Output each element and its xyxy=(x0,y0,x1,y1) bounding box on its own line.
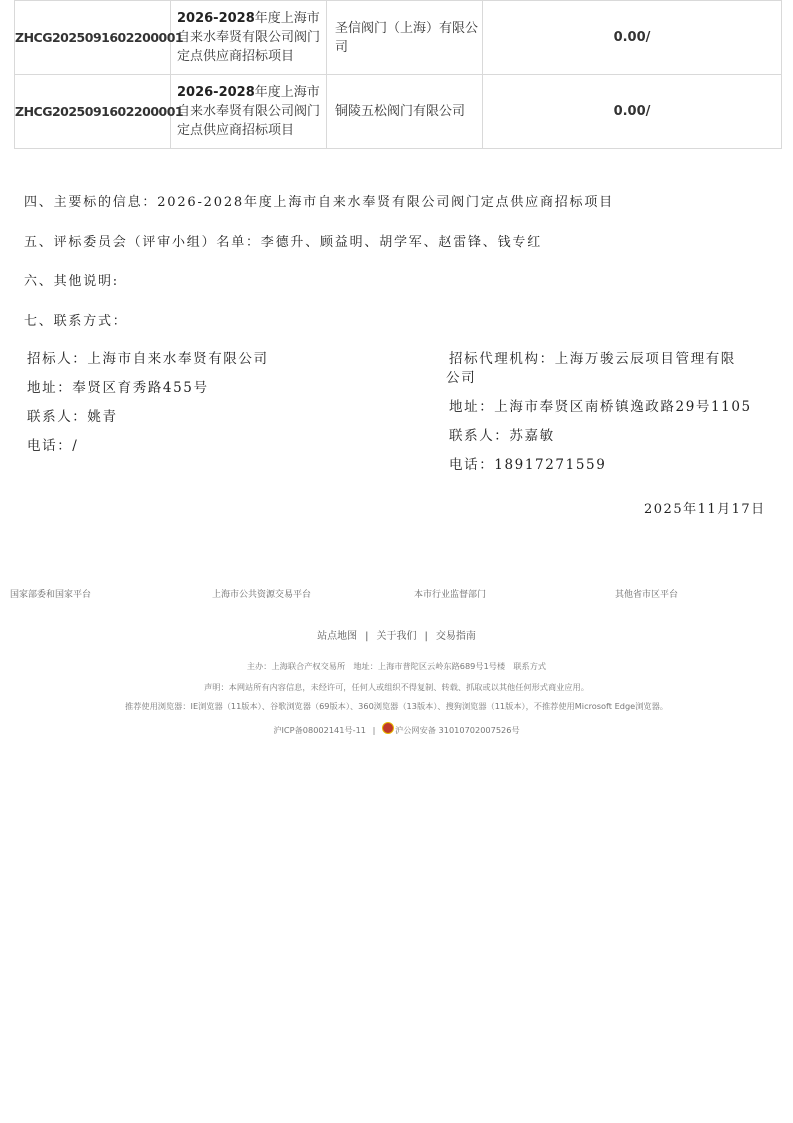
footer-links xyxy=(0,587,793,601)
table-row xyxy=(15,75,782,149)
agency-address: 地址：上海市奉贤区南桥镇逸政路29号1105 xyxy=(449,399,752,415)
police-number[interactable]: 沪公网安备 31010702007526号 xyxy=(395,725,520,735)
project-name xyxy=(171,1,327,75)
tenderer-contact xyxy=(27,347,269,463)
project-years: 2026-2028 xyxy=(177,11,255,26)
bid-amount: 0.00/ xyxy=(483,1,782,75)
agency-name: 招标代理机构：上海万骏云辰项目管理有限 xyxy=(449,351,736,367)
project-name xyxy=(171,75,327,149)
section-main-subject: 四、主要标的信息：2026-2028年度上海市自来水奉贤有限公司阀门定点供应商招标项目 xyxy=(24,195,614,210)
agency-phone: 电话：18917271559 xyxy=(449,457,607,473)
nav-about[interactable]: 关于我们 xyxy=(376,631,417,642)
agency-person: 联系人：苏嘉敏 xyxy=(449,428,555,444)
tenderer-phone: 电话：/ xyxy=(27,438,79,454)
project-title: 年度上海市自来水奉贤有限公司阀门定点供应商招标项目 xyxy=(177,85,321,138)
supplier-name: 圣信阀门（上海）有限公司 xyxy=(327,1,483,75)
footer-disclaimer: 声明：本网站所有内容信息，未经许可，任何人或组织不得复制、转载、抓取或以其他任何形式商业应用。 xyxy=(204,682,589,692)
footer-link-regulators[interactable]: 本市行业监督部门 xyxy=(414,590,487,600)
footer-link-national[interactable]: 国家部委和国家平台 xyxy=(10,590,92,600)
bid-amount: 0.00/ xyxy=(483,75,782,149)
footer-registration xyxy=(0,722,793,736)
footer-divider: | xyxy=(372,725,376,735)
result-table xyxy=(14,0,782,149)
footer-nav xyxy=(0,627,793,642)
agency-name-cont: 公司 xyxy=(446,370,477,386)
tenderer-person: 联系人：姚青 xyxy=(27,409,118,425)
nav-divider: | xyxy=(365,631,369,642)
section-other-notes: 六、其他说明: xyxy=(24,274,119,289)
tenderer-name: 招标人：上海市自来水奉贤有限公司 xyxy=(27,351,269,367)
project-title: 年度上海市自来水奉贤有限公司阀门定点供应商招标项目 xyxy=(177,11,321,64)
project-code: ZHCG2025091602200001 xyxy=(15,1,171,75)
section-committee: 五、评标委员会（评审小组）名单：李德升、顾益明、胡学军、赵雷锋、钱专红 xyxy=(24,235,543,250)
table-row xyxy=(15,1,782,75)
police-badge-icon xyxy=(382,722,394,734)
footer-link-shanghai-platform[interactable]: 上海市公共资源交易平台 xyxy=(212,590,312,600)
tenderer-address: 地址：奉贤区育秀路455号 xyxy=(27,380,209,396)
nav-guide[interactable]: 交易指南 xyxy=(435,631,476,642)
publish-date: 2025年11月17日 xyxy=(644,502,766,517)
footer-browsers: 推荐使用浏览器：IE浏览器（11版本）、谷歌浏览器（69版本）、360浏览器（13版本）、搜狗浏览器（11版本），不推荐使用Microsoft Edge浏览器。 xyxy=(125,701,668,711)
nav-divider: | xyxy=(424,631,428,642)
section-contact: 七、联系方式： xyxy=(24,314,128,329)
footer-host: 主办：上海联合产权交易所 地址：上海市普陀区云岭东路689号1号楼 联系方式 xyxy=(246,661,547,671)
nav-sitemap[interactable]: 站点地图 xyxy=(317,631,358,642)
agency-contact xyxy=(446,347,786,482)
supplier-name: 铜陵五松阀门有限公司 xyxy=(327,75,483,149)
project-years: 2026-2028 xyxy=(177,85,255,100)
icp-number[interactable]: 沪ICP备08002141号-11 xyxy=(273,725,367,735)
footer-link-other-provinces[interactable]: 其他省市区平台 xyxy=(615,590,679,600)
project-code: ZHCG2025091602200001 xyxy=(15,75,171,149)
